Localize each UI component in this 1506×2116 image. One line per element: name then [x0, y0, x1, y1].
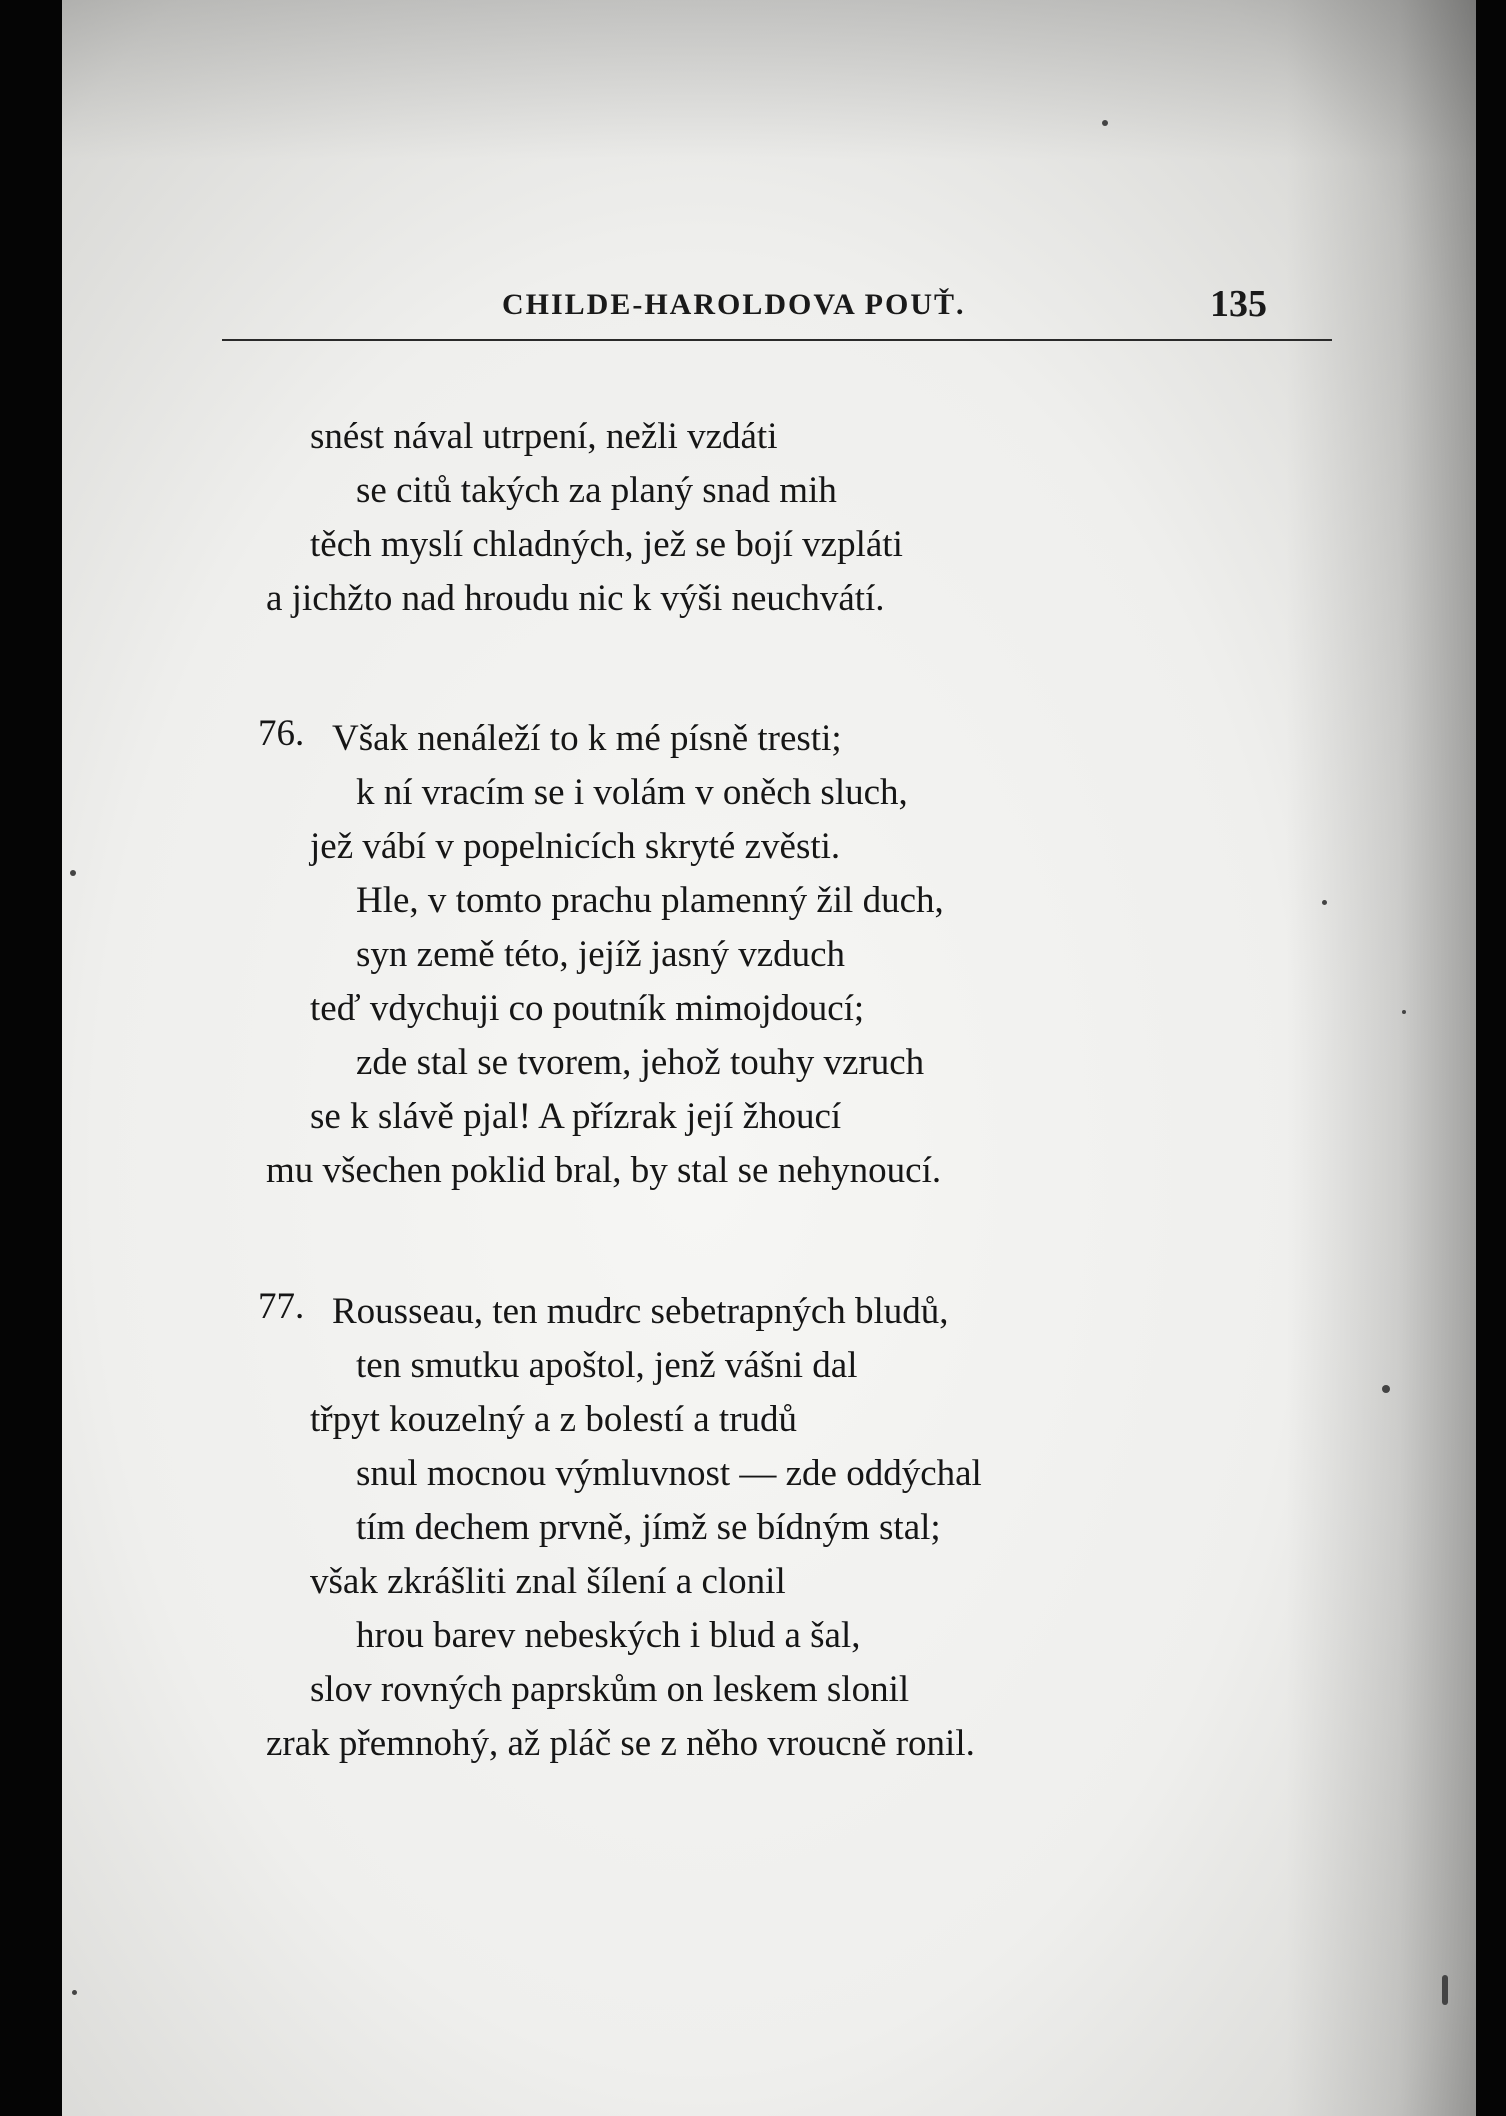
- verse-line: a jichžto nad hroudu nic k výši neuchvátí.: [266, 578, 885, 619]
- verse-line: Však nenáleží to k mé písně tresti;: [332, 718, 842, 759]
- scan-border-left: [0, 0, 62, 2116]
- scan-speck: [1442, 1975, 1448, 2005]
- verse-line: tím dechem prvně, jímž se bídným stal;: [356, 1507, 941, 1548]
- scan-speck: [1102, 120, 1108, 126]
- scan-speck: [72, 1990, 77, 1995]
- stanza-number: 77.: [258, 1286, 305, 1327]
- verse-line: snul mocnou výmluvnost — zde oddýchal: [356, 1453, 982, 1494]
- page-number: 135: [1210, 283, 1267, 325]
- stanza-continuation: [62, 410, 1476, 626]
- verse-line: zrak přemnohý, až pláč se z něho vroucně ronil.: [266, 1723, 975, 1764]
- verse-line: mu všechen poklid bral, by stal se nehynoucí.: [266, 1150, 942, 1191]
- verse-line: třpyt kouzelný a z bolestí a trudů: [310, 1399, 798, 1440]
- verse-line: syn země této, jejíž jasný vzduch: [356, 934, 846, 975]
- verse-line: hrou barev nebeských i blud a šal,: [356, 1615, 861, 1656]
- verse-line: Hle, v tomto prachu plamenný žil duch,: [356, 880, 944, 921]
- verse-line: teď vdychuji co poutník mimojdoucí;: [310, 988, 865, 1029]
- verse-line: snést nával utrpení, nežli vzdáti: [310, 416, 778, 457]
- verse-line: však zkrášliti znal šílení a clonil: [310, 1561, 786, 1602]
- verse-line: se citů takých za planý snad mih: [356, 470, 837, 511]
- verse-line: Rousseau, ten mudrc sebetrapných bludů,: [332, 1291, 949, 1332]
- stanza-76: [62, 712, 1476, 1198]
- verse-line: slov rovných paprskům on leskem slonil: [310, 1669, 910, 1710]
- stanza-number: 76.: [258, 713, 305, 754]
- verse-line: k ní vracím se i volám v oněch sluch,: [356, 772, 908, 813]
- verse-line: těch myslí chladných, jež se bojí vzpláti: [310, 524, 903, 565]
- running-title: CHILDE-HAROLDOVA POUŤ.: [502, 288, 966, 321]
- verse-line: se k slávě pjal! A přízrak její žhoucí: [310, 1096, 842, 1137]
- book-page: [62, 0, 1476, 2116]
- stanza-77: [62, 1285, 1476, 1771]
- header-rule: [222, 339, 1332, 341]
- page-top-shadow: [62, 0, 1476, 160]
- running-head: [62, 282, 1476, 325]
- verse-line: ten smutku apoštol, jenž vášni dal: [356, 1345, 858, 1386]
- verse-line: zde stal se tvorem, jehož touhy vzruch: [356, 1042, 925, 1083]
- verse-line: jež vábí v popelnicích skryté zvěsti.: [310, 826, 841, 867]
- scan-border-right: [1476, 0, 1506, 2116]
